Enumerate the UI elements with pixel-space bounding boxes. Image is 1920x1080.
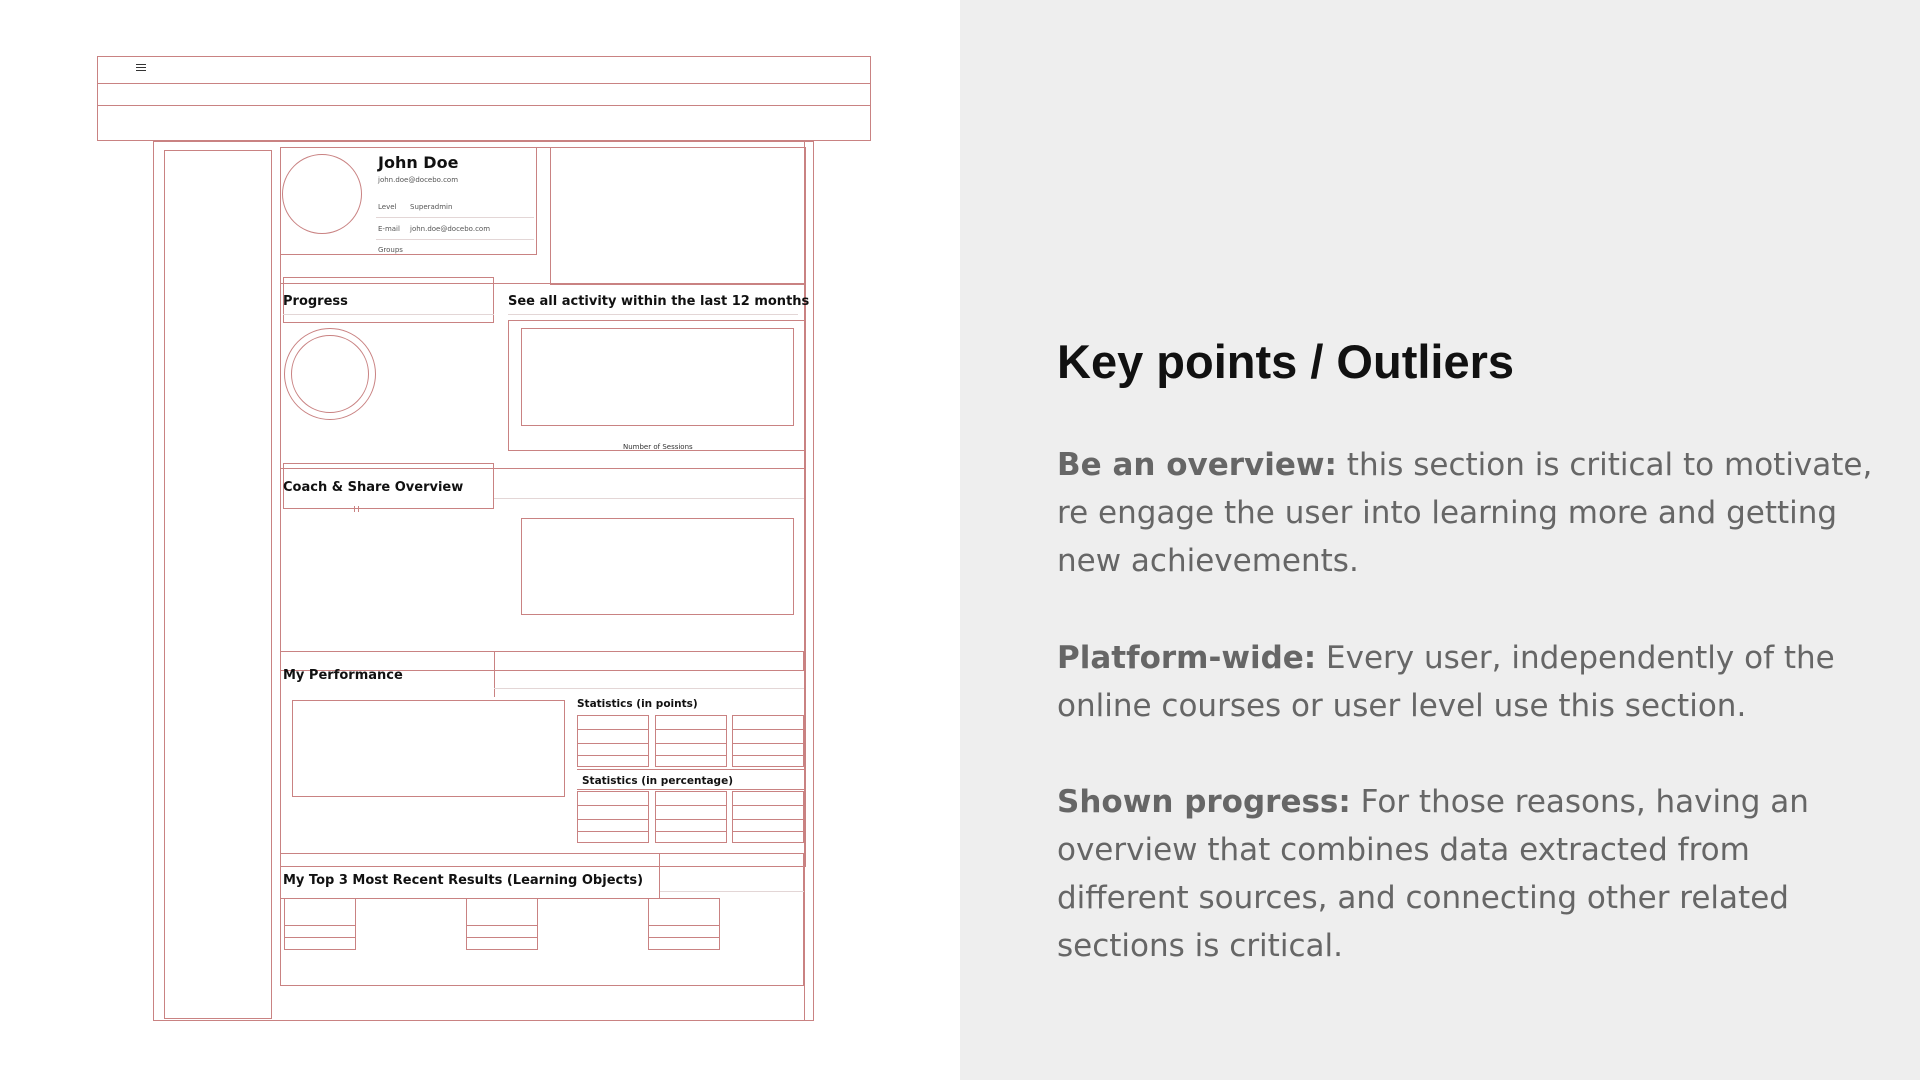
- stat-box: [577, 791, 649, 843]
- stat-box: [655, 791, 727, 843]
- key-point: [1057, 441, 1877, 585]
- stat-box-line: [655, 743, 727, 744]
- groups-label: Groups: [378, 246, 403, 254]
- stats-separator: [577, 789, 804, 790]
- header-bar: [97, 56, 871, 141]
- profile-row-divider: [376, 239, 534, 240]
- stat-box-line: [732, 819, 804, 820]
- coach-share-chart-area: [521, 518, 794, 615]
- stat-box-line: [732, 755, 804, 756]
- profile-name: John Doe: [378, 153, 459, 172]
- stat-box-line: [655, 805, 727, 806]
- recent-results-divider: [660, 891, 804, 892]
- stat-box-line: [655, 755, 727, 756]
- email-label: E-mail: [378, 225, 400, 233]
- coach-share-divider: [494, 498, 804, 499]
- slide-title: Key points / Outliers: [1057, 335, 1515, 388]
- coach-share-title: Coach & Share Overview: [283, 480, 464, 495]
- key-point-lead: Shown progress:: [1057, 784, 1351, 820]
- coach-share-tick: [354, 506, 355, 512]
- stat-box-line: [732, 831, 804, 832]
- key-point-lead: Platform-wide:: [1057, 640, 1317, 676]
- stat-box: [655, 715, 727, 767]
- stat-box: [732, 791, 804, 843]
- stat-box-line: [732, 805, 804, 806]
- stat-box-line: [732, 729, 804, 730]
- stats-percentage-title: Statistics (in percentage): [582, 775, 733, 787]
- header-divider: [97, 83, 871, 84]
- sidebar: [164, 150, 272, 1019]
- hamburger-menu-icon[interactable]: [136, 64, 146, 73]
- coach-share-tick: [358, 506, 359, 512]
- key-point: [1057, 634, 1877, 730]
- stat-box-line: [655, 729, 727, 730]
- stat-box-line: [732, 743, 804, 744]
- stat-box-line: [577, 755, 649, 756]
- profile-email: john.doe@docebo.com: [378, 176, 459, 184]
- stat-box-line: [655, 831, 727, 832]
- stats-points-title: Statistics (in points): [577, 698, 698, 710]
- result-card-line: [466, 925, 538, 926]
- stat-box: [577, 715, 649, 767]
- sessions-axis-label: Number of Sessions: [623, 443, 693, 451]
- result-card: [466, 898, 538, 950]
- result-card-line: [284, 925, 356, 926]
- recent-results-title: My Top 3 Most Recent Results (Learning Objects): [283, 873, 644, 888]
- header-divider: [97, 105, 871, 106]
- stat-box-line: [577, 805, 649, 806]
- level-value: Superadmin: [410, 203, 453, 211]
- result-card: [648, 898, 720, 950]
- email-value: john.doe@docebo.com: [410, 225, 491, 233]
- avatar: [282, 154, 362, 234]
- key-point-text: Every user, independently of the online courses or user level use this section.: [1057, 640, 1835, 724]
- key-point-text: For those reasons, having an overview that combines data extracted from different sources, and connecting other related sections is critical.: [1057, 784, 1809, 964]
- result-card-line: [648, 937, 720, 938]
- result-card-line: [648, 925, 720, 926]
- stat-box-line: [655, 819, 727, 820]
- stat-box-line: [577, 729, 649, 730]
- performance-tab-split: [494, 651, 495, 697]
- activity-title-divider: [508, 314, 798, 315]
- stat-box-line: [577, 831, 649, 832]
- stat-box-line: [577, 819, 649, 820]
- result-card-line: [284, 937, 356, 938]
- result-card-line: [466, 937, 538, 938]
- stat-box: [732, 715, 804, 767]
- progress-ring-inner: [291, 335, 369, 413]
- activity-title: See all activity within the last 12 months: [508, 294, 810, 309]
- progress-title: Progress: [283, 294, 348, 309]
- key-point: [1057, 778, 1877, 970]
- stats-separator: [577, 769, 804, 770]
- result-card: [284, 898, 356, 950]
- performance-divider: [494, 688, 804, 689]
- performance-title: My Performance: [283, 668, 403, 683]
- level-label: Level: [378, 203, 397, 211]
- profile-row-divider: [376, 217, 534, 218]
- key-point-text: this section is critical to motivate, re engage the user into learning more and getting new achievements.: [1057, 447, 1873, 579]
- performance-chart-area: [292, 700, 565, 797]
- stat-box-line: [577, 743, 649, 744]
- key-point-lead: Be an overview:: [1057, 447, 1337, 483]
- profile-side-panel: [550, 147, 806, 285]
- activity-chart-area: [521, 328, 794, 426]
- progress-title-divider: [283, 314, 494, 315]
